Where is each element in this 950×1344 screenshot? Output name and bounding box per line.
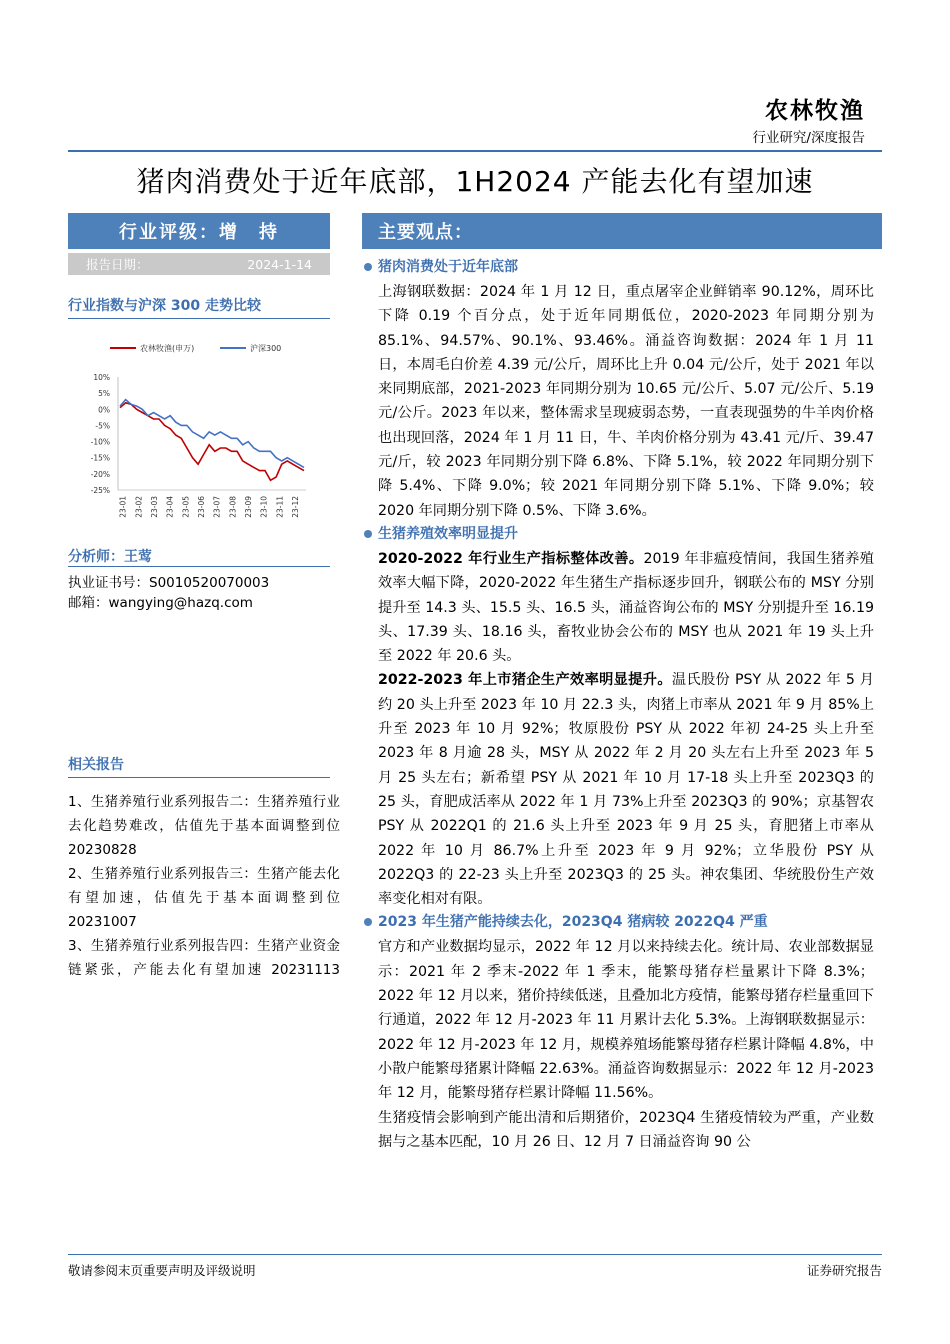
x-tick-label: 23-04 xyxy=(165,496,175,518)
paragraph-text: 官方和产业数据均显示，2022 年 12 月以来持续去化。统计局、农业部数据显示：2021 年 2 季末-2022 年 1 季末，能繁母猪存栏量累计下降 8.3%；2022 年 12 月以来，猪价持续低迷，且叠加北方疫情，能繁母猪存栏量重回下行通道，2022 年 12 月-2023 年 11 月累计去化 5.3%。上海钢联数据显示：2022 年 12 月-2023 年 12 月，规模养殖场能繁母猪存栏累计降幅 4.8%，中小散户能繁母猪累计降幅 22.63%。涌益咨询数据显示：2022 年 12 月-2023 年 12 月，能繁母猪存栏累计降幅 11.56%。 xyxy=(378,939,874,1102)
report-title: 猪肉消费处于近年底部，1H2024 产能去化有望加速 xyxy=(136,165,814,198)
index-chart xyxy=(68,326,330,540)
date-label: 报告日期： xyxy=(86,257,149,272)
footer-report-type: 证券研究报告 xyxy=(806,1263,882,1278)
x-tick-label: 23-03 xyxy=(150,496,160,518)
related-report-item[interactable]: 3、生猪养殖行业系列报告四：生猪产业资金链紧张，产能去化有望加速 20231113 xyxy=(68,938,340,978)
paragraph xyxy=(378,1106,874,1155)
related-divider xyxy=(68,777,330,778)
paragraph xyxy=(378,547,874,668)
y-tick-label: 10% xyxy=(93,373,110,382)
section-heading: 2023 年生猪产能持续去化，2023Q4 猪病较 2022Q4 严重 xyxy=(362,911,874,933)
x-tick-label: 23-07 xyxy=(212,496,222,518)
x-tick-label: 23-01 xyxy=(118,496,128,518)
section-heading: 生猪养殖效率明显提升 xyxy=(362,523,874,545)
paragraph-lead: 2022-2023 年上市猪企生产效率明显提升。 xyxy=(378,672,672,689)
related-report-item[interactable]: 1、生猪养殖行业系列报告二：生猪养殖行业去化趋势难改，估值先于基本面调整到位 20230828 xyxy=(68,794,340,858)
related-reports-list xyxy=(68,790,340,982)
index-title-divider xyxy=(68,318,330,319)
paragraph-lead: 2020-2022 年行业生产指标整体改善。 xyxy=(378,550,644,567)
paragraph xyxy=(378,935,874,1105)
analyst-label: 分析师：王莺 xyxy=(68,549,152,565)
x-tick-label: 23-10 xyxy=(259,496,269,518)
paragraph xyxy=(378,280,874,523)
y-tick-label: 5% xyxy=(98,389,110,399)
report-type: 行业研究/深度报告 xyxy=(752,130,865,146)
related-report-item[interactable]: 2、生猪养殖行业系列报告三：生猪产能去化有望加速，估值先于基本面调整到位 20231007 xyxy=(68,866,340,930)
x-tick-label: 23-12 xyxy=(291,496,301,518)
x-tick-label: 23-08 xyxy=(228,496,238,518)
certificate-number: 执业证书号：S0010520070003 xyxy=(68,575,270,591)
y-tick-label: -20% xyxy=(90,469,110,479)
x-tick-label: 23-06 xyxy=(197,496,207,518)
header-divider xyxy=(68,150,882,152)
y-tick-label: -15% xyxy=(90,453,110,463)
y-tick-label: -25% xyxy=(90,486,110,495)
main-content xyxy=(362,256,874,1154)
footer-divider xyxy=(68,1254,882,1255)
paragraph xyxy=(378,668,874,911)
y-tick-label: -5% xyxy=(95,421,110,431)
rating-label: 行业评级：增 持 xyxy=(119,222,279,243)
date-bar xyxy=(68,253,330,275)
main-views-title: 主要观点： xyxy=(378,222,473,243)
legend-label: 沪深300 xyxy=(250,344,282,353)
section-heading: 猪肉消费处于近年底部 xyxy=(362,256,874,278)
index-chart-title: 行业指数与沪深 300 走势比较 xyxy=(68,298,261,314)
footer-disclaimer: 敬请参阅末页重要声明及评级说明 xyxy=(68,1263,256,1278)
rating-bar xyxy=(68,213,330,249)
related-reports-title: 相关报告 xyxy=(68,757,124,773)
index-chart-svg xyxy=(68,326,330,540)
x-tick-label: 23-11 xyxy=(275,496,285,518)
x-tick-label: 23-09 xyxy=(244,496,254,518)
paragraph-text: 上海钢联数据：2024 年 1 月 12 日，重点屠宰企业鲜销率 90.12%，周环比下降 0.19 个百分点，处于近年同期低位，2020-2023 年同期分别为 85.1%、94.57%、90.1%、93.46%。涌益咨询数据：2024 年 1 月 11 日，本周毛白价差 4.39 元/公斤，周环比上升 0.04 元/公斤，处于 2021 年以来同期底部，2021-2023 年同期分别为 10.65 元/公斤、5.07 元/公斤、5.19 元/公斤。2023 年以来，整体需求呈现疲弱态势，一直表现强势的牛羊肉价格也出现回落，2024 年 1 月 11 日，牛、羊肉价格分别为 43.41 元/斤、39.47 元/斤，较 2023 年同期分别下降 6.8%、下降 5.1%，较 2022 年同期分别下降 5.4%、下降 9.0%；较 2021 年同期分别下降 5.1%、下降 9.0%；较 2020 年同期分别下降 0.5%、下降 3.6%。 xyxy=(378,284,874,519)
x-tick-label: 23-05 xyxy=(181,496,191,518)
y-tick-label: 0% xyxy=(98,405,110,415)
paragraph-text: 温氏股份 PSY 从 2022 年 5 月约 20 头上升至 2023 年 10 月 22.3 头，肉猪上市率从 2021 年 9 月 85%上升至 2023 年 10 月 92%；牧原股份 PSY 从 2022 年初 24-25 头上升至 2023 年 8 月逾 28 头，MSY 从 2022 年 2 月 20 头左右上升至 2023 年 5 月 25 头左右；新希望 PSY 从 2021 年 10 月 17-18 头上升至 2023Q3 的 25 头，育肥成活率从 2022 年 1 月 73%上升至 2023Q3 的 90%；京基智农 PSY 从 2022Q1 的 21.6 头上升至 2023 年 9 月 25 头，育肥猪上市率从 2022 年 10 月 86.7%上升至 2023 年 9 月 92%；立华股份 PSY 从 2022Q3 的 22-23 头上升至 2023Q3 的 25 头。神农集团、华统股份生产效率变化相对有限。 xyxy=(378,672,874,908)
analyst-divider xyxy=(68,566,330,567)
main-views-bar xyxy=(362,213,882,249)
x-tick-label: 23-02 xyxy=(134,496,144,518)
industry-label: 农林牧渔 xyxy=(765,97,865,124)
series-line xyxy=(120,400,304,468)
paragraph-text: 生猪疫情会影响到产能出清和后期猪价，2023Q4 生猪疫情较为严重，产业数据与之基本匹配，10 月 26 日、12 月 7 日涌益咨询 90 公 xyxy=(378,1109,874,1150)
analyst-email: 邮箱：wangying@hazq.com xyxy=(68,595,253,611)
y-tick-label: -10% xyxy=(90,437,110,447)
legend-label: 农林牧渔(申万) xyxy=(140,344,195,353)
paragraph-text: 2019 年非瘟疫情间，我国生猪养殖效率大幅下降，2020-2022 年生猪生产指标逐步回升，钢联公布的 MSY 分别提升至 14.3 头、15.5 头、16.5 头，涌益咨询公布的 MSY 分别提升至 16.19 头、17.39 头、18.16 头，畜牧业协会公布的 MSY 也从 2021 年 19 头上升至 2022 年 20.6 头。 xyxy=(378,550,874,665)
date-value: 2024-1-14 xyxy=(247,256,312,272)
